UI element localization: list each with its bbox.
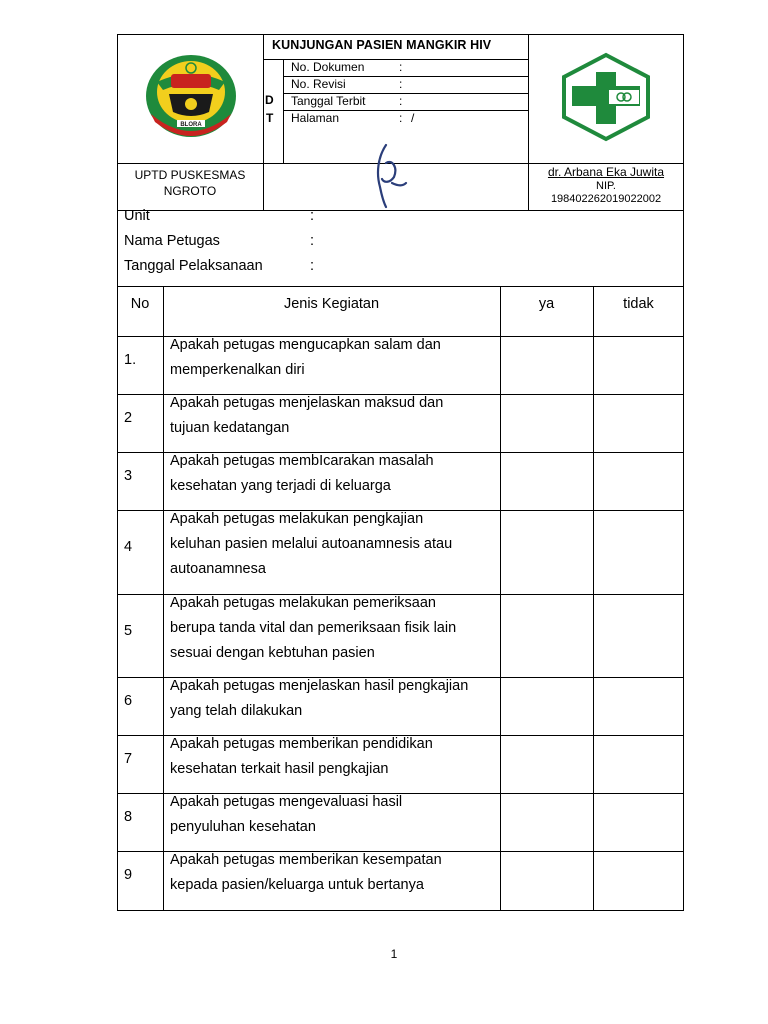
puskesmas-logo [559,52,653,142]
info-label-tanggal: Tanggal Pelaksanaan [124,258,263,274]
question-line: Apakah petugas memberikan pendidikan [170,736,433,752]
info-sep-unit: : [310,208,315,224]
doc-field-value: / [411,111,415,125]
question-line: memperkenalkan diri [170,362,305,378]
question-line: yang telah dilakukan [170,703,303,719]
page-number: 1 [390,947,398,961]
info-sep-tanggal: : [310,258,315,274]
column-header-no: No [130,296,150,312]
question-line: autoanamnesa [170,561,266,577]
question-line: Apakah petugas mengucapkan salam dan [170,337,441,353]
info-border-right [683,211,684,286]
question-line: sesuai dengan kebtuhan pasien [170,645,375,661]
doc-field-label: No. Revisi [291,77,346,91]
col-divider-no [163,286,164,911]
question-line: Apakah petugas menjelaskan hasil pengkajian [170,678,469,694]
row-number: 4 [124,539,133,555]
question-text [170,848,494,898]
column-header-tidak: tidak [623,296,654,312]
doc-field-sep: : [399,94,403,108]
doc-field-label: Halaman [291,111,340,125]
signer-nip: 198402262019022002 [550,193,662,205]
row-number: 5 [124,623,133,639]
question-text [170,591,494,666]
row-number: 3 [124,468,133,484]
question-text [170,732,494,782]
doc-field-label: No. Dokumen [291,60,365,74]
col-divider-ya [593,286,594,911]
row-number: 2 [124,410,133,426]
question-line: kesehatan yang terjadi di keluarga [170,478,391,494]
column-header-jenis-kegiatan: Jenis Kegiatan [283,296,380,312]
question-text [170,790,494,840]
institution-line-1: UPTD PUSKESMAS [134,168,246,182]
signature-mark [372,143,412,213]
row-number: 7 [124,751,133,767]
doc-field-sep: : [399,111,403,125]
question-line: kesehatan terkait hasil pengkajian [170,761,389,777]
question-line: Apakah petugas membIcarakan masalah [170,453,434,469]
question-line: tujuan kedatangan [170,420,290,436]
column-header-ya: ya [538,296,555,312]
info-sep-nama-petugas: : [310,233,315,249]
row-number: 6 [124,693,133,709]
question-text [170,333,494,383]
question-line: Apakah petugas mengevaluasi hasil [170,794,403,810]
document-title: KUNJUNGAN PASIEN MANGKIR HIV [272,38,492,52]
dt-letter-d: D [265,93,274,107]
question-text [170,507,494,582]
question-text [170,449,494,499]
question-line: Apakah petugas memberikan kesempatan [170,852,442,868]
institution-line-2: NGROTO [163,184,217,198]
signer-name: dr. Arbana Eka Juwita [547,165,665,179]
question-line: Apakah petugas melakukan pengkajian [170,511,424,527]
question-text [170,674,494,724]
regency-emblem-logo [143,52,239,140]
question-line: kepada pasien/keluarga untuk bertanya [170,877,424,893]
row-number: 1. [124,352,137,368]
question-line: berupa tanda vital dan pemeriksaan fisik lain [170,620,457,636]
doc-field-label: Tanggal Terbit [291,94,366,108]
row-number: 9 [124,867,133,883]
question-text [170,391,494,441]
emblem-caption: BLORA [180,122,202,128]
header-divider-left [263,34,264,211]
doc-field-sep: : [399,77,403,91]
question-line: penyuluhan kesehatan [170,819,316,835]
info-label-nama-petugas: Nama Petugas [124,233,220,249]
doc-field-sep: : [399,60,403,74]
question-line: Apakah petugas melakukan pemeriksaan [170,595,436,611]
signer-nip-label: NIP. [596,180,616,192]
dt-divider [283,59,284,163]
dt-letter-t: T [266,111,274,125]
col-divider-kegiatan [500,286,501,911]
question-line: Apakah petugas menjelaskan maksud dan [170,395,444,411]
question-line: keluhan pasien melalui autoanamnesis atau [170,536,453,552]
row-number: 8 [124,809,133,825]
info-label-unit: Unit [124,208,150,224]
info-border-left [117,211,118,286]
